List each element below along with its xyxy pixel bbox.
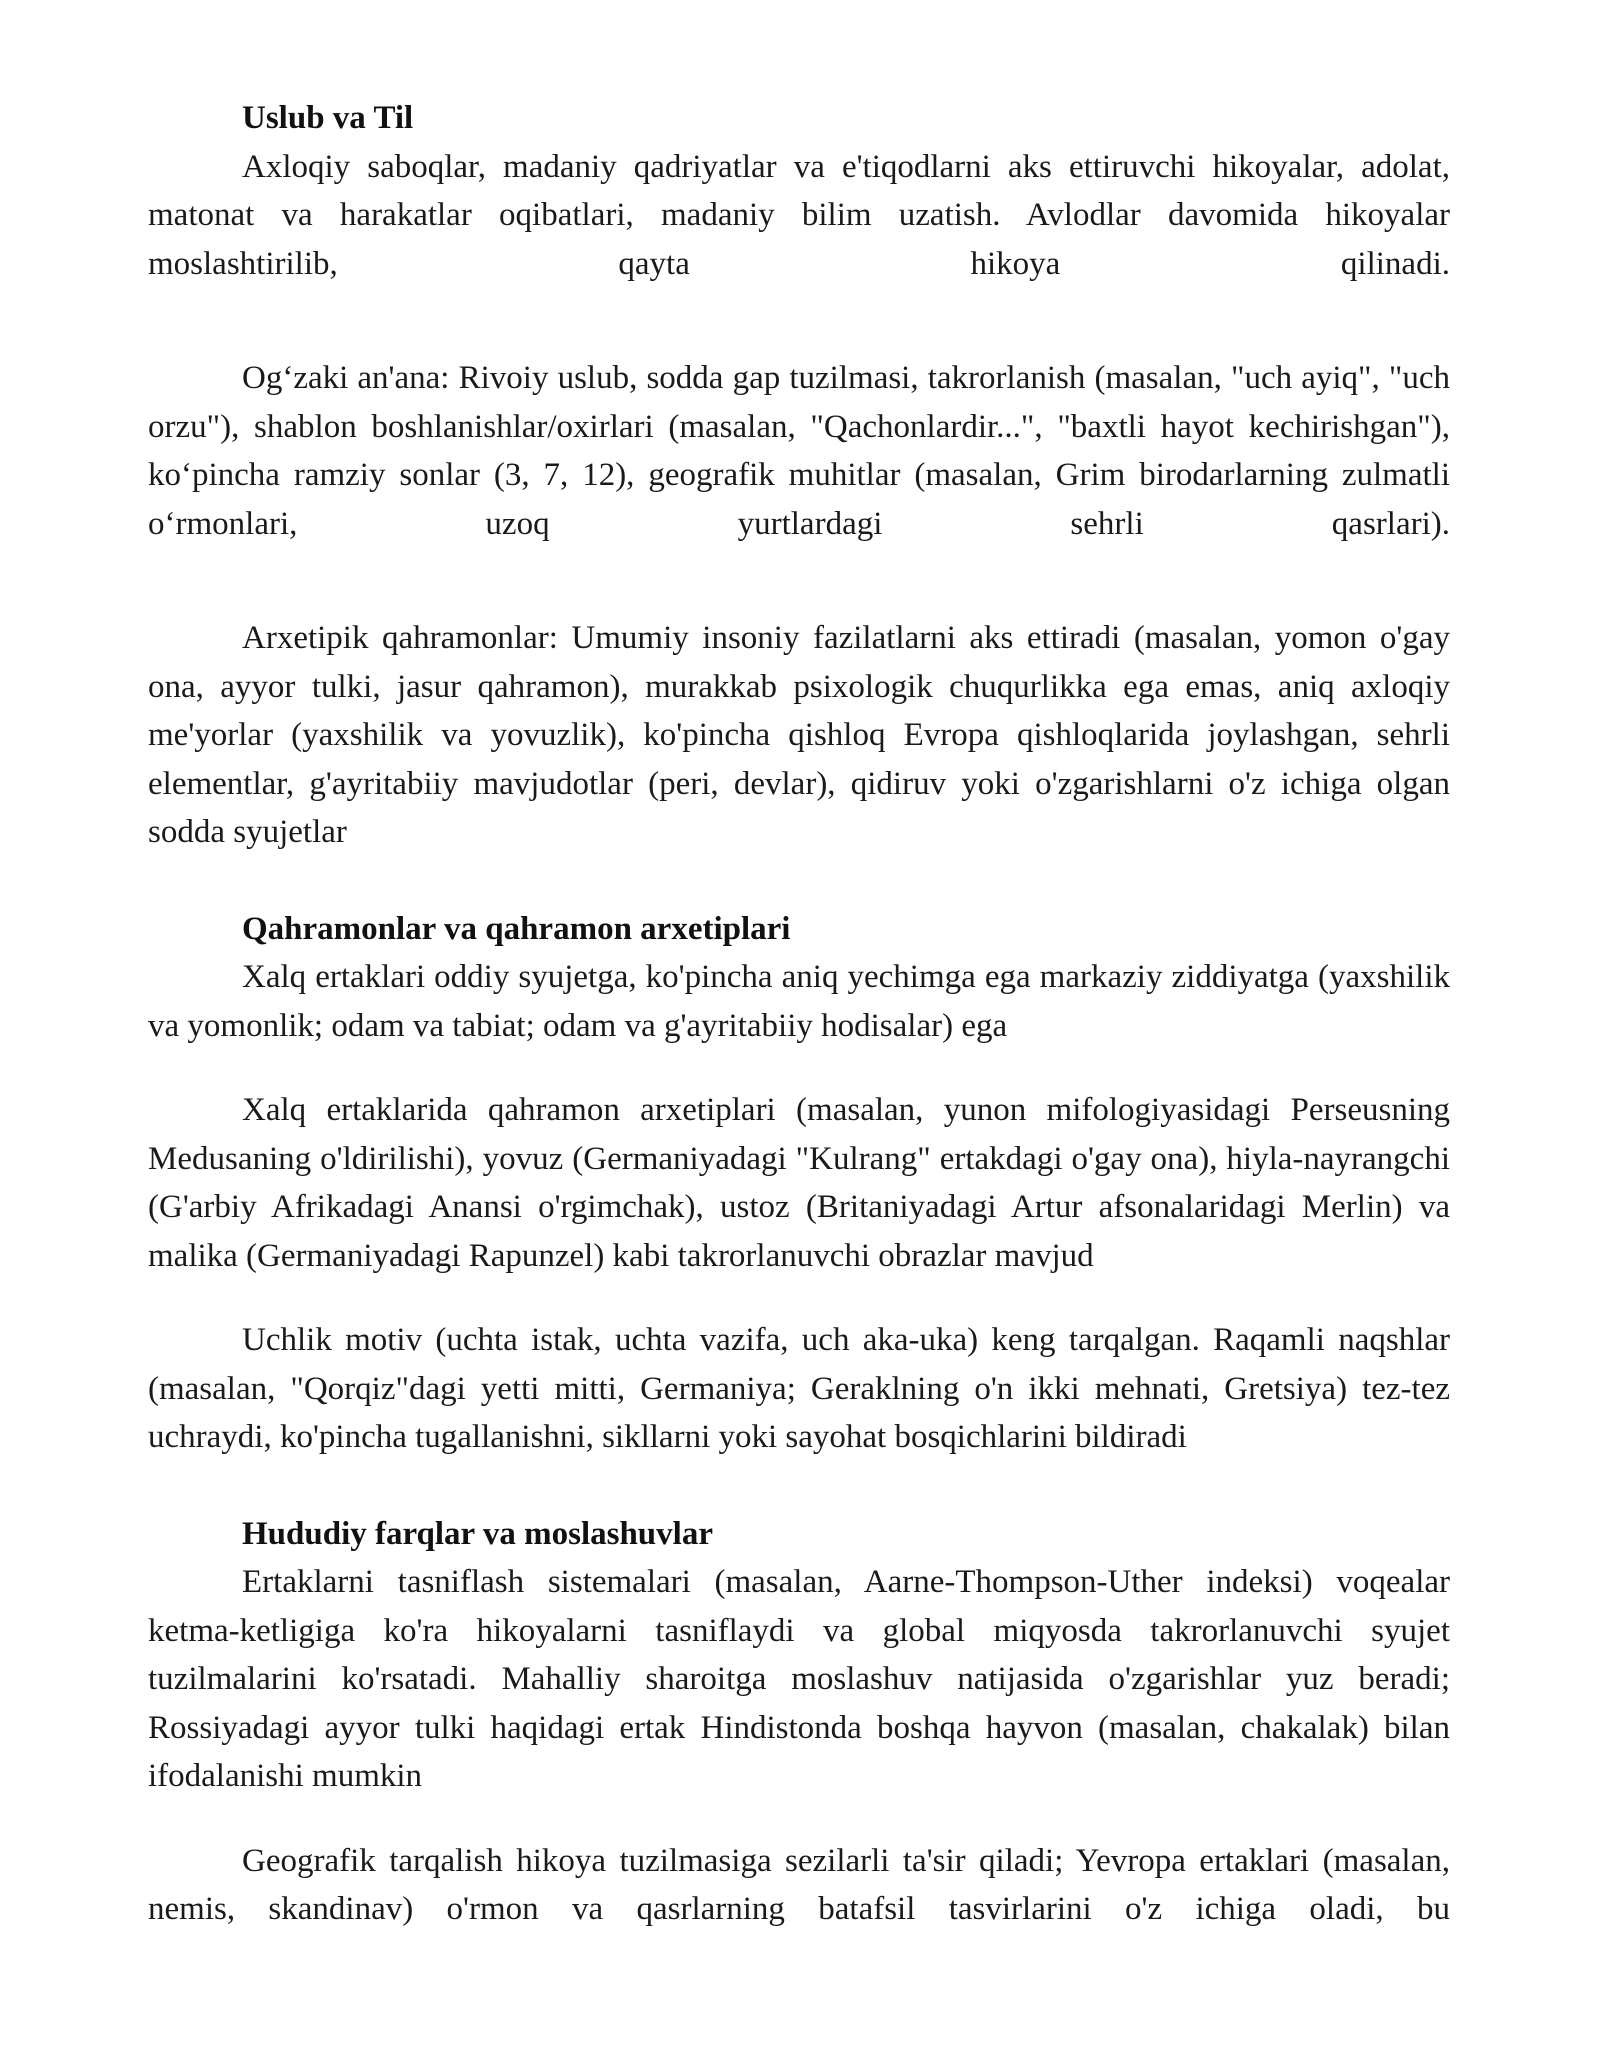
paragraph-spacer <box>148 1050 1450 1086</box>
section-spacer <box>148 857 1450 905</box>
paragraph-triple-motif: Uchlik motiv (uchta istak, uchta vazifa, uch aka-uka) keng tarqalgan. Raqamli naqshlar (masalan, "Qorqiz"dagi yetti mitti, Germaniya; Geraklning o'n ikki mehnati, Gretsiya) tez-tez uchraydi, ko'pincha tugallanishni, sikllarni yoki sayohat bosqichlarini bildiradi <box>148 1322 1450 1455</box>
paragraph-hero-archetypes: Xalq ertaklarida qahramon arxetiplari (masalan, yunon mifologiyasidagi Perseusning Medusaning o'ldirilishi), yovuz (Germaniyadagi "Kulrang" ertakdagi o'gay ona), hiyla-nayrangchi (G'arbiy Afrikadagi Anansi o'rgimchak), ustoz (Britaniyadagi Artur afsonalaridagi Merlin) va malika (Germaniyadagi Rapunzel) kabi takrorlanuvchi obrazlar mavjud <box>148 1092 1450 1274</box>
paragraph-geographic-spread: Geografik tarqalish hikoya tuzilmasiga sezilarli ta'sir qiladi; Yevropa ertaklari (masalan, nemis, skandinav) o'rmon va qasrlarning batafsil tasvirlarini o'z ichiga oladi, bu <box>148 1842 1450 1927</box>
paragraph-archetypal-characters: Arxetipik qahramonlar: Umumiy insoniy fazilatlarni aks ettiradi (masalan, yomon o'gay ona, ayyor tulki, jasur qahramon), murakkab psixologik chuqurlikka ega emas, aniq axloqiy me'yorlar (yaxshilik va yovuzlik), ko'pincha qishloq Evropa qishloqlarida joylashgan, sehrli elementlar, g'ayritabiiy mavjudotlar (peri, devlar), qidiruv yoki o'zgarishlarni o'z ichiga olgan sodda syujetlar <box>148 620 1450 850</box>
paragraph-classification-systems: Ertaklarni tasniflash sistemalari (masalan, Aarne-Thompson-Uther indeksi) voqealar ketma-ketligiga ko'ra hikoyalarni tasniflaydi va global miqyosda takrorlanuvchi syujet tuzilmalarini ko'rsatadi. Mahalliy sharoitga moslashuv natijasida o'zgarishlar yuz beradi; Rossiyadagi ayyor tulki haqidagi ertak Hindistonda boshqa hayvon (masalan, chakalak) bilan ifodalanishi mumkin <box>148 1564 1450 1794</box>
section-heading-hududiy-farqlar: Hududiy farqlar va moslashuvlar <box>242 1515 713 1552</box>
section-heading-uslub-va-til: Uslub va Til <box>242 100 414 136</box>
paragraph-spacer <box>148 1280 1450 1316</box>
paragraph-spacer <box>148 1801 1450 1837</box>
section-spacer <box>148 1462 1450 1510</box>
paragraph-moral-lessons: Axloqiy saboqlar, madaniy qadriyatlar va e'tiqodlarni aks ettiruvchi hikoyalar, adolat, matonat va harakatlar oqibatlari, madaniy bilim uzatish. Avlodlar davomida hikoyalar moslashtirilib, qayta hikoya qilinadi. <box>148 148 1450 282</box>
paragraph-spacer <box>148 548 1450 614</box>
paragraph-folk-tale-plot: Xalq ertaklari oddiy syujetga, ko'pincha aniq yechimga ega markaziy ziddiyatga (yaxshilik va yomonlik; odam va tabiat; odam va g'ayritabiiy hodisalar) ega <box>148 959 1450 1044</box>
paragraph-spacer <box>148 288 1450 354</box>
paragraph-oral-tradition: Og‘zaki an'ana: Rivoiy uslub, sodda gap tuzilmasi, takrorlanish (masalan, "uch ayiq", "uch orzu"), shablon boshlanishlar/oxirlari (masalan, "Qachonlardir...", "baxtli hayot kechirishgan"), ko‘pincha ramziy sonlar (3, 7, 12), geografik muhitlar (masalan, Grim birodarlarning zulmatli o‘rmonlari, uzoq yurtlardagi sehrli qasrlari). <box>148 360 1450 542</box>
section-heading-qahramonlar: Qahramonlar va qahramon arxetiplari <box>242 910 791 947</box>
document-page <box>148 94 1450 1934</box>
